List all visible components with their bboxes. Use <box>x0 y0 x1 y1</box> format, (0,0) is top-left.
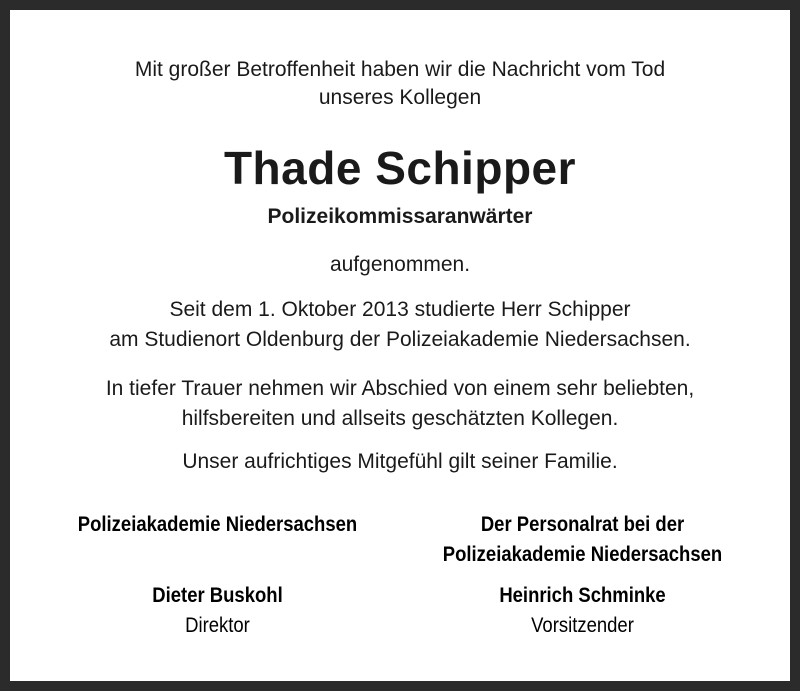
mourning-line-2: hilfsbereiten und allseits geschätzten Kollegen. <box>181 407 619 430</box>
signatory-left-organization <box>30 510 405 540</box>
study-line-1: Seit dem 1. Oktober 2013 studierte Herr Schipper <box>169 298 631 321</box>
mourning-paragraph <box>10 374 790 434</box>
intro-text <box>10 56 790 112</box>
signatory-right-person <box>395 581 770 641</box>
right-org-line-1: Der Personalrat bei der <box>480 513 685 536</box>
deceased-name: Thade Schipper <box>223 142 577 194</box>
left-person-name: Dieter Buskohl <box>152 584 283 607</box>
signatory-left-person <box>30 581 405 641</box>
intro-line-2: unseres Kollegen <box>318 86 482 109</box>
right-person-name: Heinrich Schminke <box>499 584 666 607</box>
right-org-line-2: Polizeiakademie Niedersachsen <box>442 543 723 566</box>
left-person-title: Direktor <box>185 614 250 637</box>
sympathy-text: Unser aufrichtiges Mitgefühl gilt seiner Familie. <box>182 450 618 473</box>
study-line-2: am Studienort Oldenburg der Polizeiakademie Niedersachsen. <box>109 328 691 351</box>
deceased-rank: Polizeikommissaranwärter <box>267 205 533 228</box>
intro-line-1: Mit großer Betroffenheit haben wir die Nachricht vom Tod <box>134 58 666 81</box>
study-paragraph <box>10 295 790 355</box>
left-org-line-1: Polizeiakademie Niedersachsen <box>77 513 358 536</box>
right-person-title: Vorsitzender <box>531 614 634 637</box>
received-text: aufgenommen. <box>329 253 471 276</box>
signatory-right-organization <box>395 510 770 570</box>
mourning-line-1: In tiefer Trauer nehmen wir Abschied von einem sehr beliebten, <box>105 377 695 400</box>
